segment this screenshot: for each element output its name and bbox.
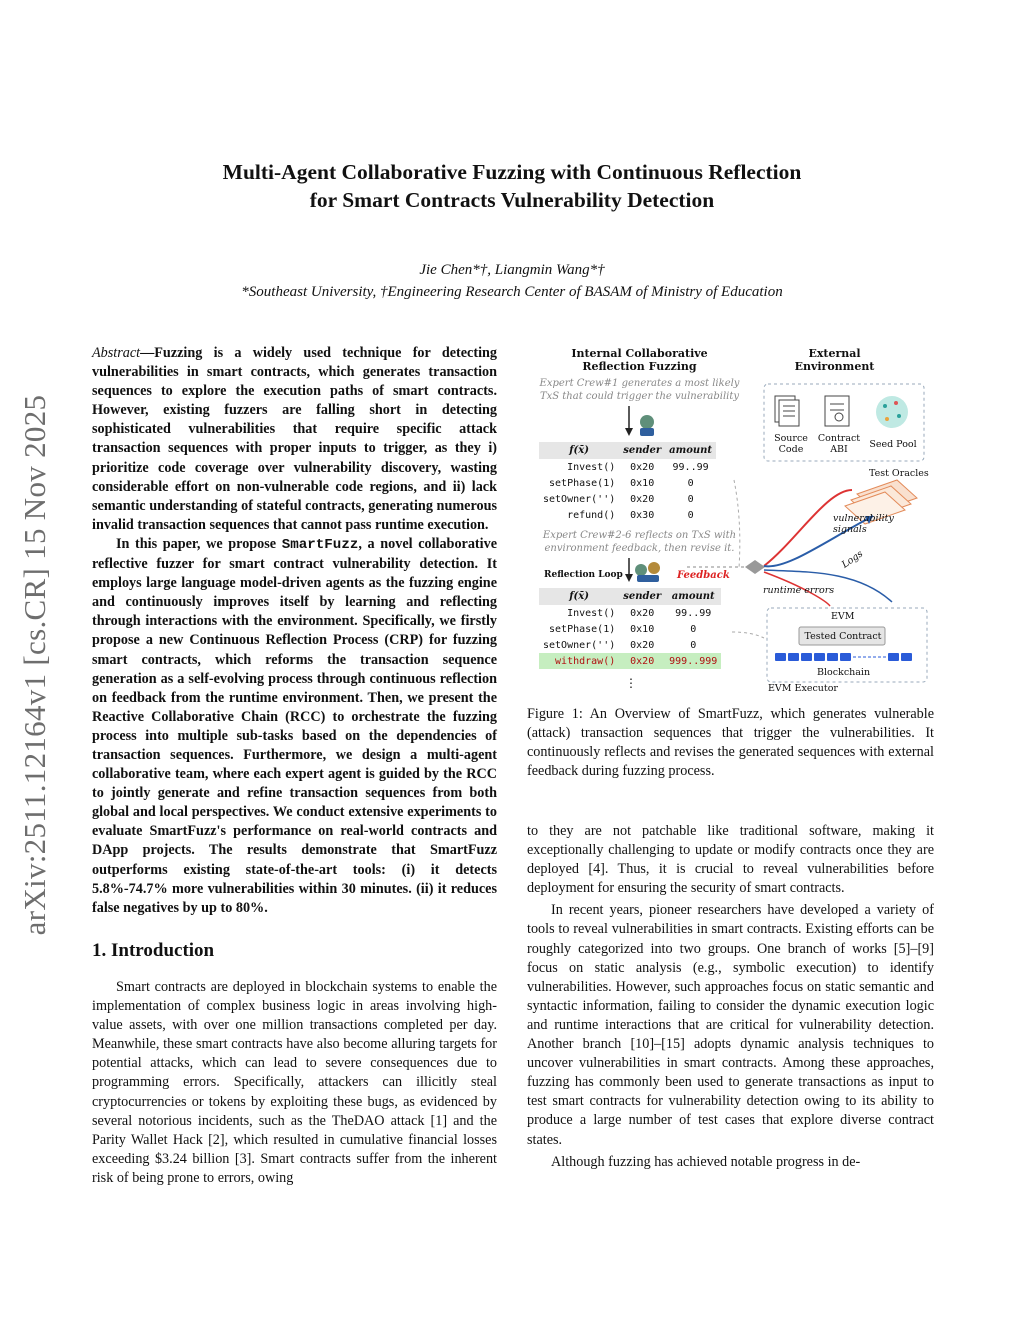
test-oracles-label: Test Oracles [869, 468, 929, 479]
table-row-highlighted: withdraw() 0x20 999..999 [539, 653, 721, 669]
table-row: Invest() 0x20 99..99 [567, 461, 709, 473]
title-line-2: for Smart Contracts Vulnerability Detection [309, 188, 715, 212]
source-code-icon [775, 396, 799, 426]
arrow-down-2-head [625, 574, 633, 582]
runtime-errors-label: runtime errors [763, 585, 835, 596]
intro-paragraph-2: to they are not patchable like traditional software, making it exceptionally challenging to update or modify contracts once they are deployed [4]. Thus, it is crucial to reveal vulnerabilities before deployment for ensuring the security of smart contracts. [527, 823, 934, 897]
abstract-lead: Abstract [92, 345, 141, 361]
internal-title: Internal Collaborative Reflection Fuzzing [571, 347, 708, 373]
header-sender: sender [619, 588, 665, 605]
table-row: Invest() 0x20 99..99 [567, 607, 712, 619]
paper-title [160, 158, 864, 214]
evm-executor-label: EVM Executor [768, 683, 838, 694]
figure-1 [527, 340, 934, 700]
external-title: External Environment [794, 347, 875, 373]
tx-sequence-table-1 [539, 442, 716, 523]
robot-icon-1 [640, 415, 654, 436]
tool-name: SmartFuzz [281, 536, 359, 553]
tx-sequence-table-2 [539, 588, 721, 669]
header-amount: amount [665, 442, 716, 459]
section-heading: 1. Introduction [92, 940, 215, 961]
header-amount: amount [665, 588, 721, 605]
arrow-down-1-head [625, 428, 633, 436]
intro-paragraph-3: In recent years, pioneer researchers have developed a variety of tools to reveal vulnerabilities in smart contracts. Existing efforts can be roughly categorized into two groups. One branch of works [5]–[9] focus on static analysis (e.g., symbolic execution) to identify vulnerabilities. However, such approaches focus on static semantic and syntactic information, failing to consider the dynamic execution logic and runtime interactions that are critical for vulnerability detection. Another branch [10]–[15] adopts dynamic analysis techniques to uncover vulnerabilities in smart contracts. Among these approaches, fuzzing has commonly been used to generate transactions as input to test smart contracts for vulnerability detection owing to its ability to produce a large number of test cases that explore diverse contract states. [527, 902, 934, 1148]
feedback-label: Feedback [677, 570, 730, 581]
blockchain-chain [775, 653, 912, 661]
ellipsis: ⋮ [625, 676, 637, 690]
merge-node [745, 560, 765, 574]
abstract-p2-start: In this paper, we propose [116, 535, 282, 552]
contract-abi-icon [825, 396, 849, 426]
abstract [92, 344, 497, 918]
arxiv-stamp: arXiv:2511.12164v1 [cs.CR] 15 Nov 2025 [17, 394, 52, 936]
table-row: setPhase(1) 0x10 0 [549, 477, 694, 489]
intro-paragraph-1: Smart contracts are deployed in blockchain systems to enable the implementation of complex business logic in areas involving high-value assets, with over one million transactions completed per day. Meanwhile, these smart contracts have also become alluring targets for potential attacks, which can lead to severe consequences due to programming errors. Specifically, attackers can illicitly steal cryptocurrencies or tokens by exploiting these bugs, as evidenced by several notorious incidents, such as the TheDAO attack [1] and the Parity Wallet Hack [2], which resulted in cumulative financial losses exceeding $3.24 billion [3]. Smart contracts suffer from the inherent risk of being prone to errors, owing [92, 979, 497, 1186]
seed-pool-icon [876, 396, 908, 428]
tested-contract-label: Tested Contract [804, 631, 882, 642]
source-code-label: Source Code [774, 433, 808, 455]
note-crew-2-6: Expert Crew#2-6 reflects on TxS with environment feedback, then revise it. [542, 530, 737, 554]
table-row: refund() 0x30 0 [567, 509, 694, 521]
abstract-p1: —Fuzzing is a widely used technique for detecting vulnerabilities in smart contracts, which generates transaction sequences to explore the execution paths of smart contracts. However, existing fuzzers are falling short in detecting sophisticated vulnerabilities that require specific attack transaction sequences with proper inputs to trigger, as they i) prioritize code coverage over vulnerability discovery, wasting considerable effort on non-vulnerable code regions, and ii) lack semantic understanding of stateful contracts, generating numerous invalid transaction sequences that cannot pass runtime execution. [92, 345, 497, 533]
table-row: setOwner('') 0x20 0 [543, 639, 697, 651]
intro-right-column [527, 822, 934, 1172]
intro-paragraph-4: Although fuzzing has achieved notable progress in de- [551, 1153, 861, 1170]
vuln-signals-label: vulnerability signals [833, 513, 894, 535]
note-crew-1: Expert Crew#1 generates a most likely TxS that could trigger the vulnerability [539, 378, 740, 402]
blockchain-label: Blockchain [817, 667, 871, 678]
header-function: f(x̄) [539, 442, 619, 459]
table-row: setPhase(1) 0x10 0 [549, 623, 697, 635]
header-sender: sender [619, 442, 665, 459]
logs-label: Logs [839, 548, 866, 571]
robot-icon-2 [635, 562, 660, 582]
dashed-link-2 [732, 632, 764, 638]
intro-left-column [92, 978, 497, 1188]
affiliation: *Southeast University, †Engineering Research Center of BASAM of Ministry of Education [241, 284, 783, 300]
figure-caption: Figure 1: An Overview of SmartFuzz, which generates vulnerable (attack) transaction sequences that trigger the vulnerabilities. It continuously reflects and revises the generated sequences with external feedback during fuzzing process. [527, 706, 934, 780]
contract-abi-label: Contract ABI [817, 433, 861, 455]
authors: Jie Chen*†, Liangmin Wang*† [419, 262, 605, 278]
reflection-loop-label: Reflection Loop [544, 570, 623, 580]
title-line-1: Multi-Agent Collaborative Fuzzing with Continuous Reflection [222, 160, 802, 184]
evm-label: EVM [831, 611, 855, 622]
table-row: setOwner('') 0x20 0 [543, 493, 694, 505]
seed-pool-label: Seed Pool [869, 439, 917, 450]
abstract-p2-rest: , a novel collaborative reflective fuzzer for smart contract vulnerability detection. It employs large language model-driven agents as the fuzzing engine and continuously improves itself by learning and reflecting through interactions with the environment. Specifically, we firstly propose a new Continuous Reflection Process (CRP) for fuzzing smart contracts, which reforms the transaction sequence generation as a self-evolving process through continuous reflection on feedback from the runtime environment. Then, we present the Reactive Collaborative Chain (RCC) to orchestrate the fuzzing process into multiple sub-tasks based on the dependencies of transaction sequences. Furthermore, we design a multi-agent collaborative team, where each expert agent is guided by the RCC to jointly generate and refine transaction sequences from both global and local perspectives. We conduct extensive experiments to evaluate SmartFuzz's performance on real-world contracts and DApp projects. The results demonstrate that SmartFuzz outperforms existing state-of-the-art tools: (i) it detects 5.8%-74.7% more vulnerabilities within 30 minutes. (ii) it reduces false negatives by up to 80%. [92, 535, 497, 916]
header-function: f(x̄) [539, 588, 619, 605]
